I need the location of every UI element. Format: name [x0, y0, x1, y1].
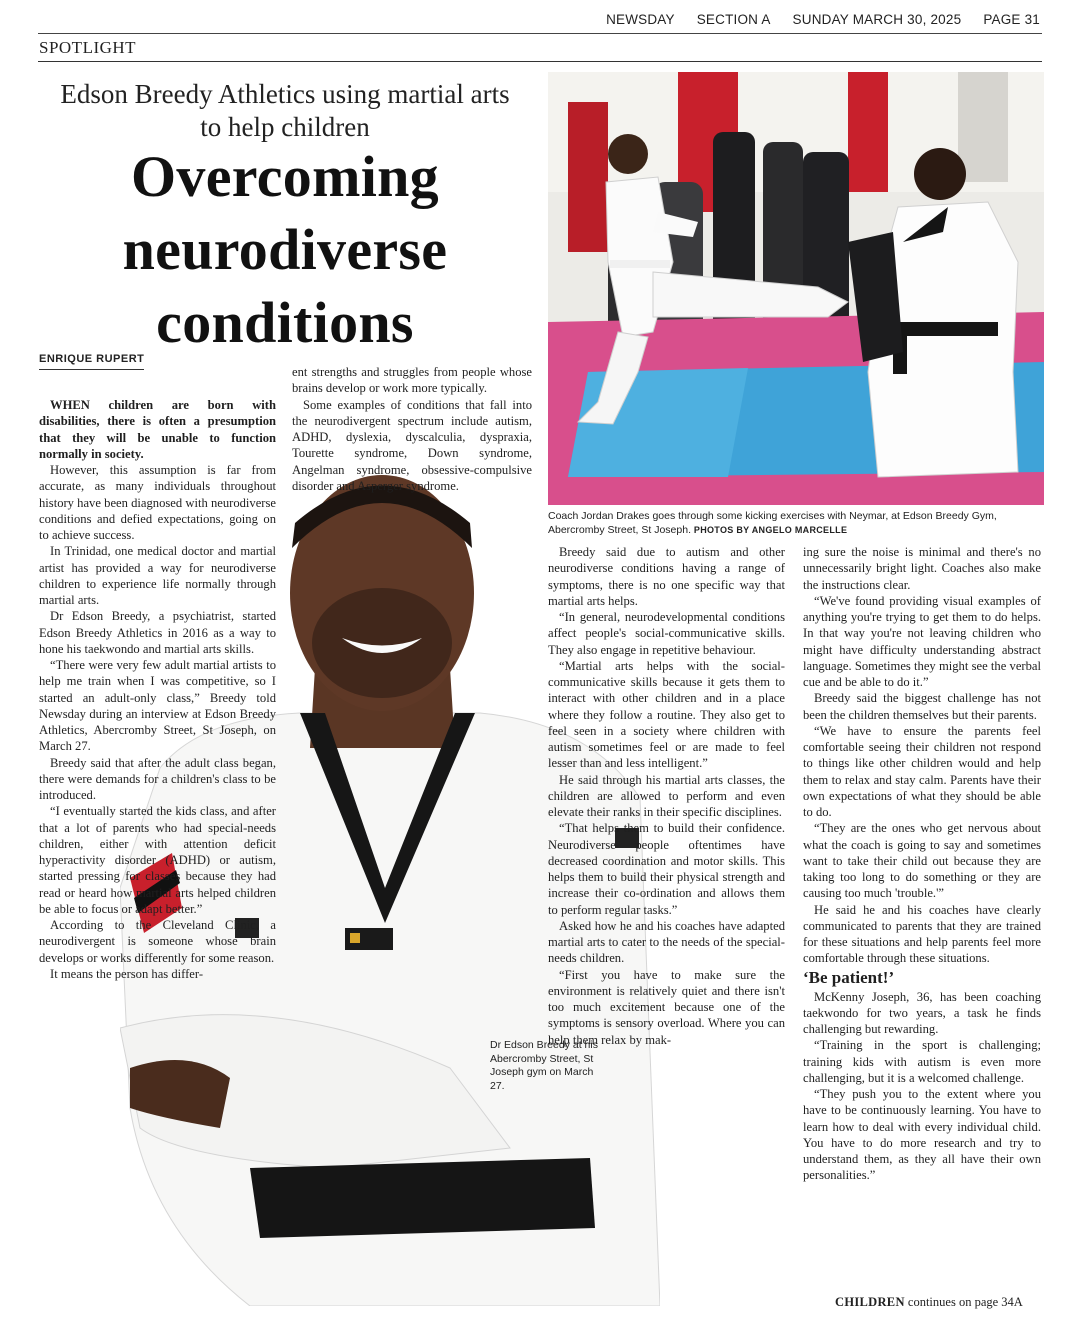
article-column-4: [803, 544, 1041, 1184]
folio-paper: NEWSDAY: [606, 12, 675, 27]
paragraph: ent strengths and struggles from people whose brains develop or work more typically.: [292, 365, 532, 396]
paragraph: Some examples of conditions that fall into the neurodivergent spectrum include autism, ADHD, dyslexia, dyscalculia, dyspraxia, Tourette syndrome, Down syndrome, Angelman syndrome, obsessive-compulsive disorder and Asperger syndrome.: [292, 397, 532, 493]
jump-line: [835, 1295, 1023, 1310]
paragraph: Asked how he and his coaches have adapted martial arts to cater to the needs of the special-needs children.: [548, 918, 785, 966]
paragraph: However, this assumption is far from accurate, as many individuals throughout history have been diagnosed with neurodiverse conditions and defied expectations, going on to achieve success.: [39, 463, 276, 542]
article-column-2: [292, 364, 532, 494]
paragraph: Dr Edson Breedy, a psychiatrist, started Edson Breedy Athletics in 2016 as a way to hone his taekwondo and martial arts skills.: [39, 609, 276, 656]
paragraph: McKenny Joseph, 36, has been coaching taekwondo for two years, a task he finds challenging but rewarding.: [803, 989, 1041, 1036]
section-rule: [38, 61, 1042, 62]
paragraph: “They push you to the extent where you have to be continuously learning. You have to learn how to deal with every individual child. You have to do more research and try to understand them, as they all have their own personalities.”: [803, 1087, 1041, 1183]
top-rule: [38, 33, 1042, 34]
photo-credit: PHOTOS BY ANGELO MARCELLE: [693, 524, 848, 535]
paragraph: “We have to ensure the parents feel comfortable seeing their children not respond to things like other children would and help them to relax and stay calm. Parents have their own expectations of what they should be able to do.: [803, 723, 1041, 819]
paragraph: He said through his martial arts classes, the children are allowed to perform and even elevate their ranks in their specific disciplines.: [548, 772, 785, 819]
article-column-3: [548, 544, 785, 1048]
subheading: ‘Be patient!’: [803, 967, 895, 987]
paragraph: Breedy said that after the adult class began, there were demands for a children's class to be introduced.: [39, 755, 276, 802]
folio-section: SECTION A: [696, 12, 771, 27]
paragraph: It means the person has differ-: [50, 966, 204, 981]
paragraph: Breedy said due to autism and other neurodiverse conditions having a range of symptoms, there is no one specific way that martial arts helps.: [548, 545, 785, 608]
page-folio: [606, 12, 1040, 27]
jump-label: CHILDREN: [835, 1295, 905, 1309]
paragraph: “That helps them to build their confidence. Neurodiverse people oftentimes have decreased coordination and motor skills. This helps them to build their physical strength and increase their co-ordination and allows them to perform regular tasks.”: [548, 821, 785, 917]
section-label: SPOTLIGHT: [39, 38, 137, 57]
byline: ENRIQUE RUPERT: [39, 353, 144, 370]
article-column-1: [39, 397, 276, 982]
paragraph: He said he and his coaches have clearly communicated to parents that they are trained for these situations and help parents feel more comfortable through these situations.: [803, 902, 1041, 966]
paragraph: According to the Cleveland Clinic, a neurodivergent is someone whose brain develops or works differently for some reason.: [39, 918, 276, 965]
paragraph: “Martial arts helps with the social-communicative skills because it gets them to interact with other children and in a place where they follow a routine. They also get to feel seen in a society where children with autism sometimes feel or are made to feel lesser than and less intelligent.”: [548, 658, 785, 771]
paragraph: ing sure the noise is minimal and there's no unnecessarily bright light. Coaches also make the instructions clear.: [803, 545, 1041, 592]
paragraph: “Training in the sport is challenging; training kids with autism is even more challenging, but it is a welcomed challenge.: [803, 1038, 1041, 1085]
taekwondo-kick-photo: [548, 72, 1044, 505]
folio-page: PAGE 31: [983, 12, 1040, 27]
headline-kicker: Edson Breedy Athletics using martial arts to help children: [60, 79, 510, 142]
paragraph: “I eventually started the kids class, and after that a lot of parents who had special-needs children, either with attention deficit hyperactivity disorder (ADHD) or autism, started pressing for classes because they had read or heard how martial arts helped children be able to focus or adapt better.”: [39, 804, 276, 916]
portrait-caption: Dr Edson Breedy at his Abercromby Street, St Joseph gym on March 27.: [490, 1039, 598, 1092]
jump-text: continues on page 34A: [907, 1295, 1023, 1309]
folio-date: SUNDAY MARCH 30, 2025: [792, 12, 962, 27]
paragraph: “First you have to make sure the environment is relatively quiet and there isn't too much excitement because one of the symptoms is sensory overload. Where you can help them relax by mak-: [548, 967, 785, 1047]
headline: Overcoming neurodiverse conditions: [122, 144, 448, 355]
paragraph: WHEN children are born with disabilities, there is often a presumption that they will be unable to function normally in society.: [39, 398, 276, 461]
paragraph: “In general, neurodevelopmental conditions affect people's social-communicative skills. They also engage in repetitive behaviour.: [548, 610, 785, 657]
paragraph: Breedy said the biggest challenge has not been the children themselves but their parents.: [803, 691, 1041, 722]
paragraph: “They are the ones who get nervous about what the coach is going to say and sometimes want to take their child out because they are taking too long to do something or they are causing too much 'trouble.'”: [803, 821, 1041, 901]
paragraph: “We've found providing visual examples of anything you're trying to get them to do helps. In that way you're not leaving children who might have difficulty understanding abstract language. Sometimes they might see the verbal cue and be able to do it.”: [803, 593, 1041, 689]
paragraph: In Trinidad, one medical doctor and martial artist has provided a way for neurodiverse children to experience life normally through martial arts.: [39, 544, 276, 607]
photo-caption-text: Coach Jordan Drakes goes through some kicking exercises with Neymar, at Edson Breedy Gym, Abercromby Street, St Joseph.: [548, 510, 997, 536]
paragraph: “There were very few adult martial artists to help me train when I was competitive, so I started an adult-only class,” Breedy told Newsday during an interview at Edson Breedy Athletics, Abercromby Street, St Joseph, on March 27.: [39, 658, 276, 754]
